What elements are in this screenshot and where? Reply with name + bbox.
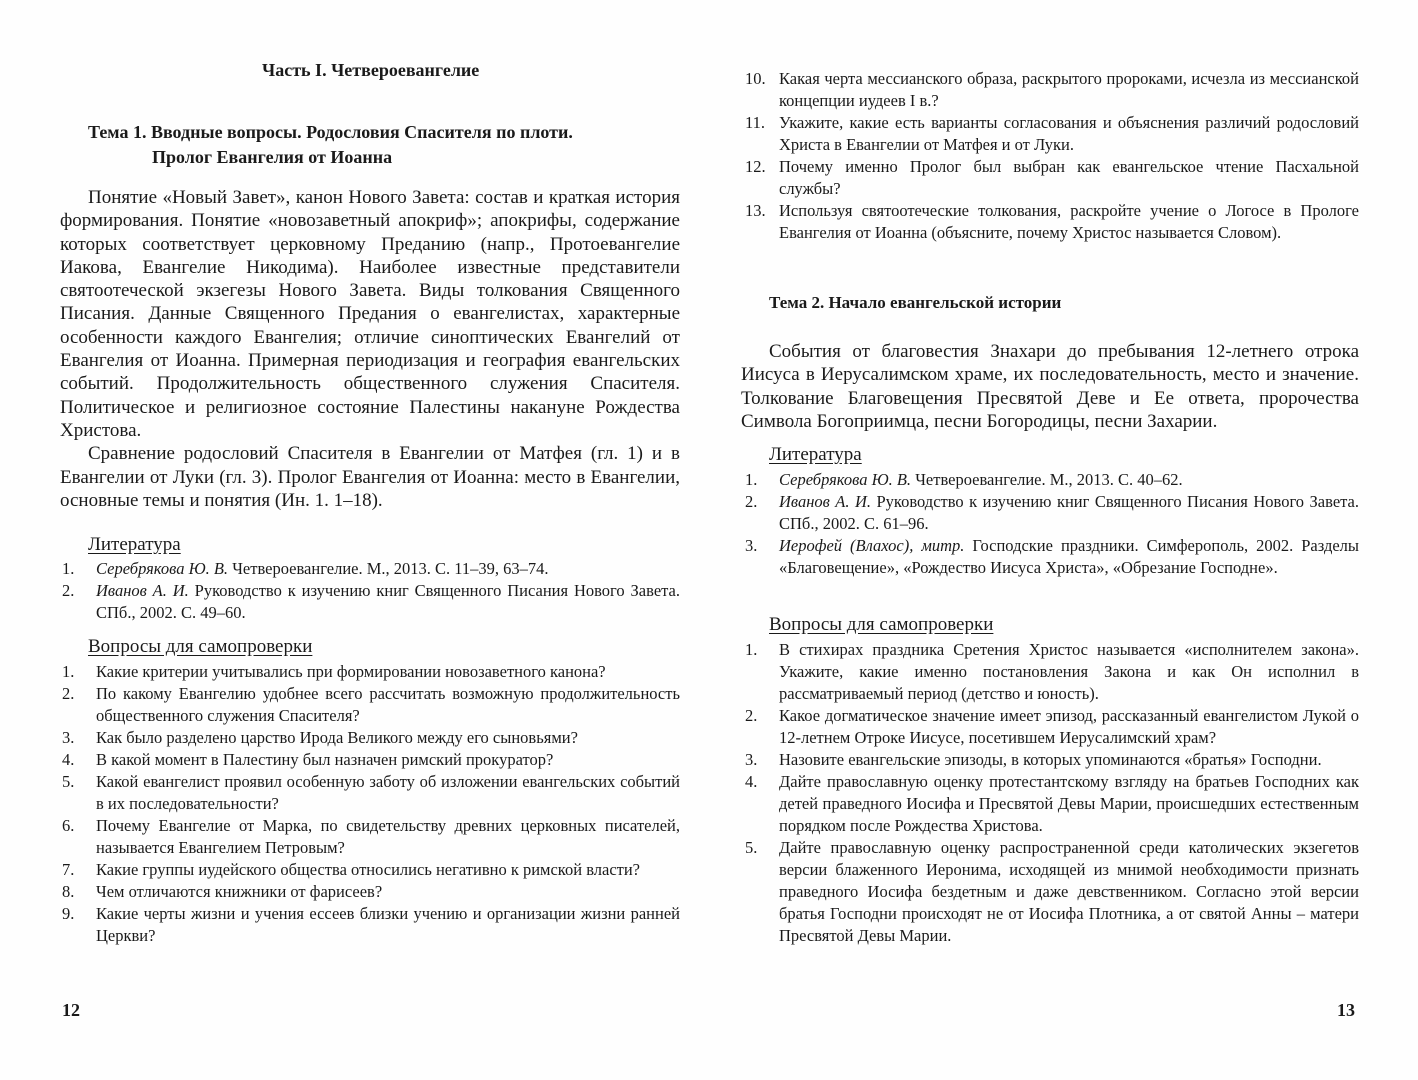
question-item xyxy=(62,727,680,749)
item-number: 4. xyxy=(745,772,758,791)
questions-list-continued xyxy=(745,68,1359,244)
item-number: 9. xyxy=(62,904,75,923)
item-text: В какой момент в Палестину был назначен римский прокуратор? xyxy=(96,750,554,769)
item-number: 3. xyxy=(745,750,758,769)
item-text: Какая черта мессианского образа, раскрытого пророками, исчезла из мессианской концепции иудеев I в.? xyxy=(779,69,1359,110)
author-name: Иванов А. И. xyxy=(96,581,189,600)
item-number: 8. xyxy=(62,882,75,901)
author-name: Серебрякова Ю. В. xyxy=(779,470,912,489)
item-text: Какие черты жизни и учения ессеев близки учению и организации жизни ранней Церкви? xyxy=(96,904,680,945)
question-item xyxy=(62,771,680,815)
item-number: 4. xyxy=(62,750,75,769)
question-item xyxy=(745,112,1359,156)
item-number: 1. xyxy=(62,662,75,681)
question-item xyxy=(745,749,1359,771)
item-text: Руководство к изучению книг Священного Писания Нового Завета. СПб., 2002. С. 61–96. xyxy=(779,492,1360,533)
item-text: Какое догматическое значение имеет эпизод, рассказанный евангелистом Лукой о 12-летнем Отроке Иисусе, посетившем Иерусалимский храм? xyxy=(779,706,1359,747)
question-item xyxy=(745,200,1359,244)
paragraph: События от благовестия Знахари до пребывания 12-летнего отрока Иисуса в Иерусалимском храме, их последовательность, место и значение. Толкование Благовещения Пресвятой Деве и Ее ответа, пророчества Символа Богоприимца, песни Богородицы, песни Захарии. xyxy=(741,341,1359,432)
topic-description xyxy=(741,340,1359,433)
author-name: Иванов А. И. xyxy=(779,492,872,511)
part-title: Часть I. Четвероевангелие xyxy=(262,60,480,80)
question-item xyxy=(62,683,680,727)
item-text: Назовите евангельские эпизоды, в которых упоминаются «братья» Господни. xyxy=(779,750,1322,769)
item-number: 2. xyxy=(745,492,758,511)
item-number: 3. xyxy=(62,728,75,747)
item-text: Господские праздники. Симферополь, 2002. Разделы «Благовещение», «Рождество Иисуса Христа», «Обрезание Господне». xyxy=(779,536,1359,577)
item-number: 5. xyxy=(745,838,758,857)
item-text: Руководство к изучению книг Священного Писания Нового Завета. СПб., 2002. С. 49–60. xyxy=(96,581,680,622)
question-item xyxy=(745,68,1359,112)
question-item xyxy=(62,903,680,947)
item-text: Чем отличаются книжники от фарисеев? xyxy=(96,882,383,901)
item-number: 7. xyxy=(62,860,75,879)
item-text: Как было разделено царство Ирода Великого между его сыновьями? xyxy=(96,728,578,747)
question-item xyxy=(62,881,680,903)
item-number: 1. xyxy=(62,559,75,578)
literature-item xyxy=(62,580,680,624)
topic-title: Тема 2. Начало евангельской истории xyxy=(769,293,1062,312)
question-item xyxy=(745,156,1359,200)
item-text: Почему Евангелие от Марка, по свидетельству древних церковных писателей, называется Евангелием Петровым? xyxy=(96,816,680,857)
questions-heading: Вопросы для самопроверки xyxy=(88,636,313,657)
item-number: 13. xyxy=(745,201,766,220)
item-text: Используя святоотеческие толкования, раскройте учение о Логосе в Прологе Евангелия от Иоанна (объясните, почему Христос называется Словом). xyxy=(779,201,1359,242)
item-number: 11. xyxy=(745,113,766,132)
topic-title xyxy=(88,120,573,170)
item-text: Какие критерии учитывались при формировании новозаветного канона? xyxy=(96,662,606,681)
literature-item xyxy=(745,469,1359,491)
item-number: 2. xyxy=(745,706,758,725)
question-item xyxy=(62,749,680,771)
literature-heading: Литература xyxy=(88,534,181,555)
literature-list xyxy=(745,469,1359,579)
item-text: Дайте православную оценку протестантскому взгляду на братьев Господних как детей праведного Иосифа и Пресвятой Девы Марии, происшедших естественным порядком после Рождества Христова. xyxy=(779,772,1359,835)
item-text: Четвероевангелие. М., 2013. С. 11–39, 63–74. xyxy=(228,559,549,578)
topic-description xyxy=(60,186,680,512)
right-page xyxy=(709,0,1418,1080)
literature-list xyxy=(62,558,680,624)
paragraph: Сравнение родословий Спасителя в Евангелии от Матфея (гл. 1) и в Евангелии от Луки (гл. 3). Пролог Евангелия от Иоанна: место в Евангелии, основные темы и понятия (Ин. 1. 1–18). xyxy=(60,443,680,511)
item-text: Почему именно Пролог был выбран как евангельское чтение Пасхальной службы? xyxy=(779,157,1359,198)
question-item xyxy=(62,661,680,683)
questions-heading: Вопросы для самопроверки xyxy=(769,614,994,635)
item-number: 6. xyxy=(62,816,75,835)
question-item xyxy=(745,771,1359,837)
author-name: Серебрякова Ю. В. xyxy=(96,559,229,578)
question-item xyxy=(62,859,680,881)
question-item xyxy=(745,639,1359,705)
item-number: 10. xyxy=(745,69,766,88)
topic-title-line1: Тема 1. Вводные вопросы. Родословия Спасителя по плоти. xyxy=(88,122,573,142)
item-text: Какие группы иудейского общества относились негативно к римской власти? xyxy=(96,860,641,879)
item-text: В стихирах праздника Сретения Христос называется «исполнителем закона». Укажите, какие именно постановления Закона и как Он исполнил в рассматриваемый период (детство и юность). xyxy=(779,640,1359,703)
literature-item xyxy=(745,491,1359,535)
question-item xyxy=(745,837,1359,947)
question-item xyxy=(745,705,1359,749)
questions-list xyxy=(745,639,1359,947)
item-text: Какой евангелист проявил особенную заботу об изложении евангельских событий в их последовательности? xyxy=(96,772,680,813)
literature-item xyxy=(62,558,680,580)
item-number: 1. xyxy=(745,470,758,489)
author-name: Иерофей (Влахос), митр. xyxy=(779,536,965,555)
page-number: 13 xyxy=(1337,1000,1355,1020)
page-number: 12 xyxy=(62,1000,80,1020)
question-item xyxy=(62,815,680,859)
questions-list xyxy=(62,661,680,947)
item-text: Дайте православную оценку распространенной среди католических экзегетов версии блаженного Иеронима, исходящей из мнимой необходимости признать праведного Иосифа бездетным и даже девственником. Согласно этой версии братья Господни происходят не от Иосифа Плотника, а от святой Анны – матери Пресвятой Девы Марии. xyxy=(779,838,1359,945)
literature-item xyxy=(745,535,1359,579)
item-number: 2. xyxy=(62,684,75,703)
item-number: 3. xyxy=(745,536,758,555)
item-number: 5. xyxy=(62,772,75,791)
item-text: Укажите, какие есть варианты согласования и объяснения различий родословий Христа в Евангелии от Матфея и от Луки. xyxy=(779,113,1359,154)
item-text: Четвероевангелие. М., 2013. С. 40–62. xyxy=(911,470,1183,489)
literature-heading: Литература xyxy=(769,444,862,465)
paragraph: Понятие «Новый Завет», канон Нового Завета: состав и краткая история формирования. Понятие «новозаветный апокриф»; апокрифы, содержание которых соответствует церковному Преданию (напр., Протоевангелие Иакова, Евангелие Никодима). Наиболее известные представители святоотеческой экзегезы Нового Завета. Виды толкования Священного Писания. Данные Священного Предания о евангелистах, характерные особенности каждого Евангелия; отличие синоптических Евангелий от Евангелия от Иоанна. Примерная периодизация и география евангельских событий. Продолжительность общественного служения Спасителя. Политическое и религиозное состояние Палестины накануне Рождества Христова. xyxy=(60,187,680,441)
topic-title-line2: Пролог Евангелия от Иоанна xyxy=(152,147,393,167)
item-number: 2. xyxy=(62,581,75,600)
item-number: 1. xyxy=(745,640,758,659)
item-text: По какому Евангелию удобнее всего рассчитать возможную продолжительность общественного служения Спасителя? xyxy=(96,684,680,725)
item-number: 12. xyxy=(745,157,766,176)
